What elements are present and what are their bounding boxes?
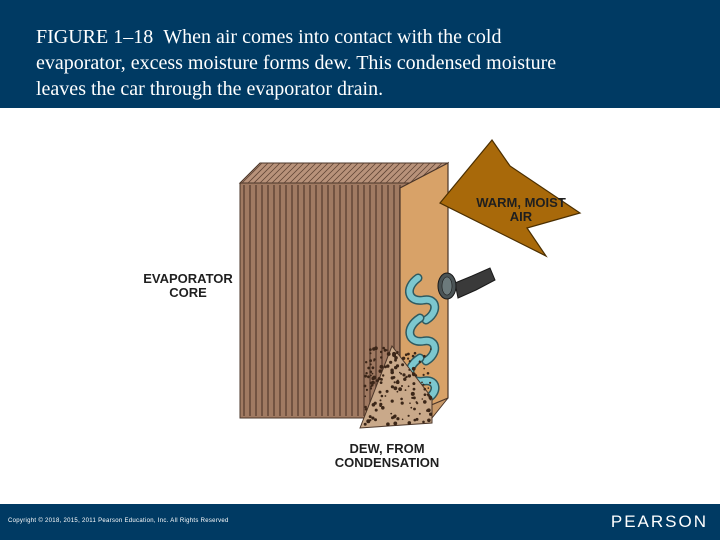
dew-droplet <box>392 352 396 356</box>
dew-droplet <box>391 376 394 379</box>
dew-droplet <box>422 384 424 386</box>
dew-droplet <box>382 347 385 350</box>
dew-droplet <box>369 359 372 362</box>
dew-droplet <box>429 382 431 384</box>
dew-droplet <box>408 369 410 371</box>
dew-droplet <box>366 389 368 391</box>
dew-droplet <box>414 352 417 355</box>
dew-droplet <box>409 402 411 404</box>
dew-droplet <box>394 381 396 383</box>
dew-droplet <box>427 419 431 423</box>
dew-droplet <box>365 372 367 374</box>
dew-droplet <box>390 371 394 375</box>
dew-droplet <box>380 381 383 384</box>
dew-droplet <box>372 373 374 375</box>
dew-droplet <box>413 408 416 411</box>
dew-droplet <box>396 381 399 384</box>
dew-droplet <box>385 395 387 397</box>
caption-line-3: leaves the car through the evaporator drain. <box>36 78 384 100</box>
copyright-text: Copyright © 2018, 2015, 2011 Pearson Education, Inc. All Rights Reserved <box>8 518 229 524</box>
dew-droplet <box>386 390 389 393</box>
dew-droplet <box>374 418 377 421</box>
dew-droplet <box>411 397 413 399</box>
dew-droplet <box>411 392 415 396</box>
dew-droplet <box>379 370 382 373</box>
dew-droplet <box>364 375 367 378</box>
dew-droplet <box>372 376 376 380</box>
dew-droplet <box>401 385 403 387</box>
dew-droplet <box>389 361 392 364</box>
dew-droplet <box>364 395 366 397</box>
dew-droplet <box>430 348 432 350</box>
dew-droplet <box>379 378 381 380</box>
pearson-logo: PEARSON <box>610 512 708 531</box>
dew-droplet <box>412 382 415 385</box>
dew-droplet <box>412 372 414 374</box>
dew-droplet <box>421 382 423 384</box>
dew-droplet <box>410 407 412 409</box>
dew-droplet <box>370 363 372 365</box>
warm-air-label: WARM, MOIST AIR <box>476 195 566 224</box>
dew-droplet <box>427 408 431 412</box>
dew-droplet <box>370 375 372 377</box>
dew-droplet <box>386 349 388 351</box>
dew-droplet <box>370 386 372 388</box>
refrigerant-pipe <box>455 268 495 298</box>
dew-droplet <box>391 416 394 419</box>
dew-droplet <box>419 413 421 415</box>
dew-droplet <box>423 374 425 376</box>
dew-droplet <box>416 401 418 403</box>
dew-droplet <box>429 398 431 400</box>
dew-droplet <box>381 406 385 410</box>
dew-droplet <box>370 352 372 354</box>
dew-droplet <box>364 406 367 409</box>
dew-droplet <box>401 402 404 405</box>
dew-droplet <box>398 387 402 391</box>
dew-droplet <box>424 393 427 396</box>
dew-droplet <box>394 366 397 369</box>
dew-droplet <box>372 366 375 369</box>
dew-droplet <box>427 372 430 375</box>
dew-droplet <box>384 366 387 369</box>
dew-droplet <box>387 352 391 356</box>
dew-droplet <box>364 423 367 426</box>
dew-droplet <box>408 421 412 425</box>
dew-droplet <box>412 355 415 358</box>
dew-droplet <box>402 419 404 421</box>
dew-droplet <box>427 394 429 396</box>
dew-droplet <box>405 353 408 356</box>
dew-droplet <box>402 373 405 376</box>
dew-label: DEW, FROM CONDENSATION <box>334 441 440 470</box>
dew-droplet <box>423 355 426 358</box>
dew-droplet <box>379 403 382 406</box>
dew-droplet <box>391 400 394 403</box>
dew-droplet <box>369 348 372 351</box>
dew-droplet <box>371 417 374 420</box>
dew-droplet <box>364 385 367 388</box>
dew-droplet <box>386 422 390 426</box>
dew-droplet <box>380 378 383 381</box>
dew-droplet <box>414 419 417 422</box>
footer-bar <box>0 504 720 540</box>
dew-droplet <box>409 360 411 362</box>
dew-droplet <box>428 387 430 389</box>
dew-droplet <box>369 415 372 418</box>
evaporator-core-label: EVAPORATOR CORE <box>143 271 233 300</box>
dew-droplet <box>423 400 427 404</box>
caption-line-1: FIGURE 1–18 When air comes into contact with the cold <box>36 26 502 48</box>
dew-droplet <box>372 403 376 407</box>
dew-droplet <box>365 361 367 363</box>
dew-droplet <box>370 387 372 389</box>
dew-droplet <box>429 413 432 416</box>
dew-droplet <box>393 422 397 426</box>
caption-line-2: evaporator, excess moisture forms dew. This condensed moisture <box>36 52 557 74</box>
dew-droplet <box>402 357 405 360</box>
dew-droplet <box>367 367 370 370</box>
dew-droplet <box>396 417 399 420</box>
dew-droplet <box>380 365 384 369</box>
dew-droplet <box>394 359 397 362</box>
dew-droplet <box>369 419 371 421</box>
dew-droplet <box>381 395 384 398</box>
dew-droplet <box>380 399 382 401</box>
dew-droplet <box>400 398 403 401</box>
dew-droplet <box>424 388 427 391</box>
dew-droplet <box>407 358 409 360</box>
caption-banner <box>0 0 720 108</box>
dew-droplet <box>390 413 392 415</box>
dew-droplet <box>370 382 373 385</box>
dew-droplet <box>396 352 398 354</box>
dew-droplet <box>380 356 382 358</box>
dew-droplet <box>391 385 394 388</box>
figure-number: FIGURE 1–18 <box>36 26 154 48</box>
dew-droplet <box>422 421 425 424</box>
dew-droplet <box>408 385 410 387</box>
dew-droplet <box>422 398 424 400</box>
figure-caption <box>36 24 696 102</box>
dew-droplet <box>372 347 375 350</box>
dew-droplet <box>379 391 382 394</box>
dew-droplet <box>367 375 370 378</box>
dew-droplet <box>373 358 375 360</box>
dew-droplet <box>413 388 416 391</box>
dew-droplet <box>365 408 368 411</box>
dew-droplet <box>397 391 399 393</box>
dew-droplet <box>380 351 382 353</box>
dew-droplet <box>399 372 401 374</box>
dew-droplet <box>395 415 397 417</box>
dew-droplet <box>394 386 398 390</box>
dew-droplet <box>405 376 407 378</box>
dew-droplet <box>405 389 407 391</box>
dew-droplet <box>370 371 373 374</box>
evaporator-illustration <box>0 108 720 504</box>
dew-droplet <box>412 367 416 371</box>
dew-droplet <box>382 374 384 376</box>
dew-droplet <box>408 415 410 417</box>
dew-droplet <box>423 368 425 370</box>
dew-droplet <box>408 374 411 377</box>
dew-droplet <box>401 363 404 366</box>
dew-droplet <box>375 409 378 412</box>
dew-droplet <box>419 361 421 363</box>
